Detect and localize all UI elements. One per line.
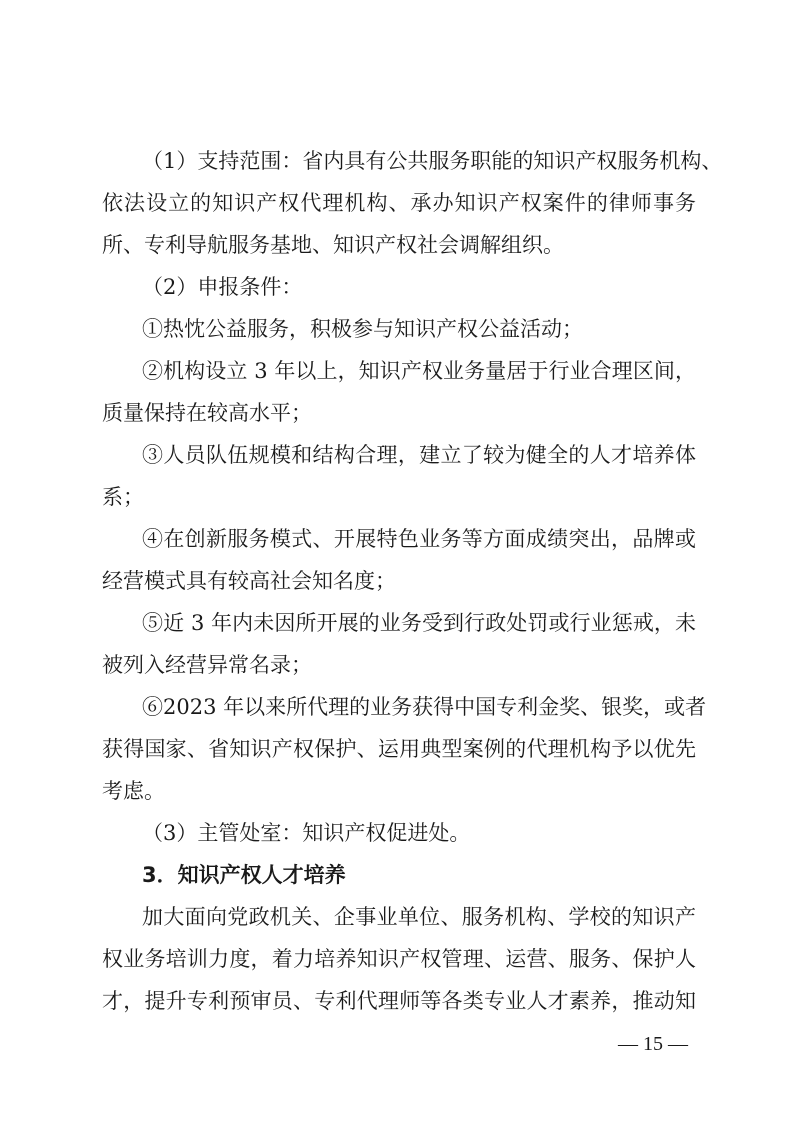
paragraph-5-line-1: ③人员队伍规模和结构合理，建立了较为健全的人才培养体 (142, 443, 696, 467)
paragraph-11-line-2: 权业务培训力度，着力培养知识产权管理、运营、服务、保护人 (102, 947, 696, 971)
paragraph-1-line-2: 依法设立的知识产权代理机构、承办知识产权案件的律师事务 (102, 191, 696, 215)
paragraph-8-line-1: ⑥2023 年以来所代理的业务获得中国专利金奖、银奖，或者 (142, 695, 707, 719)
paragraph-8-line-2: 获得国家、省知识产权保护、运用典型案例的代理机构予以优先 (102, 737, 696, 761)
paragraph-11-line-3: 才，提升专利预审员、专利代理师等各类专业人才素养，推动知 (102, 989, 696, 1013)
paragraph-6-line-2: 经营模式具有较高社会知名度； (102, 569, 396, 593)
paragraph-6-line-1: ④在创新服务模式、开展特色业务等方面成绩突出，品牌或 (142, 527, 696, 551)
paragraph-1-line-1: （1）支持范围：省内具有公共服务职能的知识产权服务机构、 (142, 149, 723, 173)
paragraph-9-line-1: （3）主管处室：知识产权促进处。 (142, 821, 471, 845)
paragraph-8-line-3: 考虑。 (102, 779, 165, 803)
paragraph-4-line-2: 质量保持在较高水平； (102, 401, 312, 425)
paragraph-7-line-1: ⑤近 3 年内未因所开展的业务受到行政处罚或行业惩戒，未 (142, 611, 696, 635)
section-heading: 3．知识产权人才培养 (142, 863, 346, 887)
paragraph-2-line-1: （2）申报条件： (142, 275, 303, 299)
paragraph-4-line-1: ②机构设立 3 年以上，知识产权业务量居于行业合理区间， (142, 359, 696, 383)
paragraph-3-line-1: ①热忱公益服务，积极参与知识产权公益活动； (142, 317, 583, 341)
paragraph-11-line-1: 加大面向党政机关、企事业单位、服务机构、学校的知识产 (142, 905, 696, 929)
paragraph-5-line-2: 系； (102, 485, 144, 509)
paragraph-1-line-3: 所、专利导航服务基地、知识产权社会调解组织。 (102, 233, 564, 257)
page-number: — 15 — (618, 1033, 688, 1055)
page-number-container (0, 1030, 793, 1058)
paragraph-7-line-2: 被列入经营异常名录； (102, 653, 312, 677)
